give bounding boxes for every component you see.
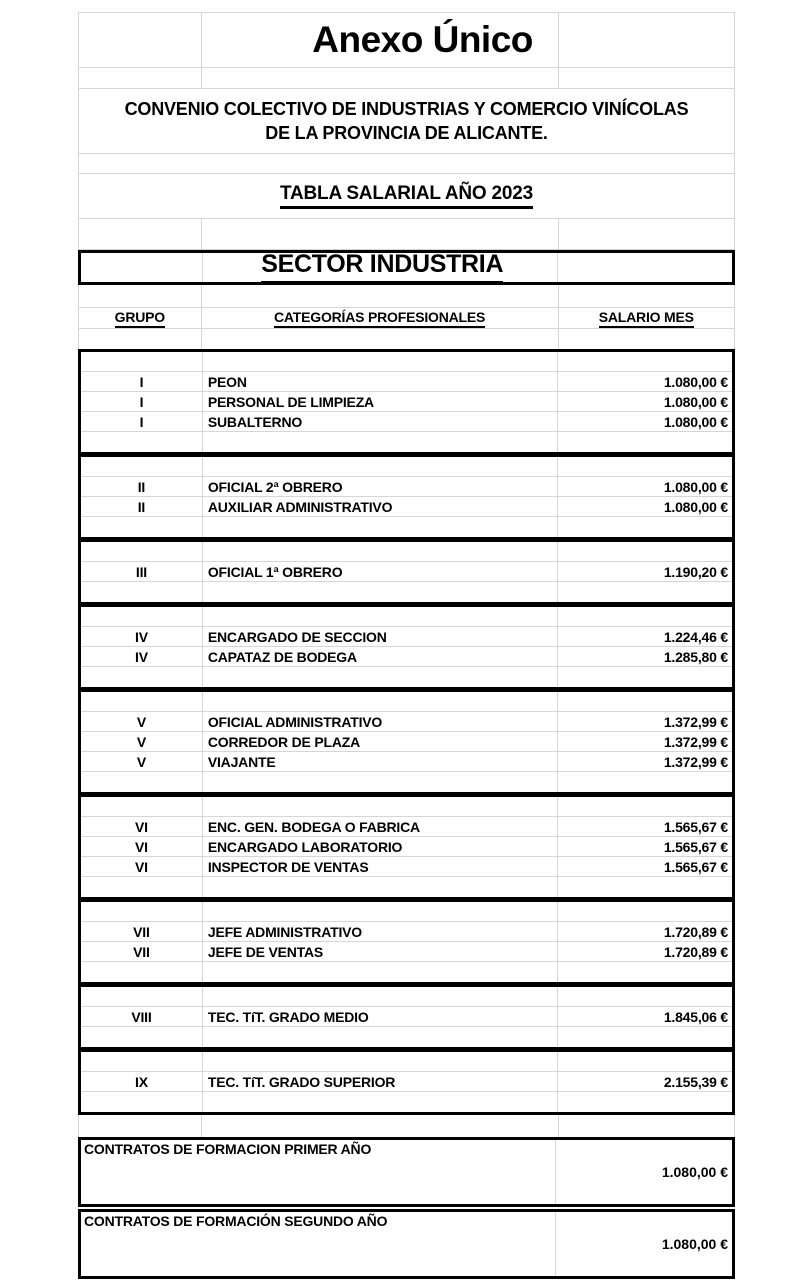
salary-cell [557,392,732,411]
category-cell-text: PEON [207,373,247,390]
column-header-row [78,308,735,329]
salary-cell-text: 1.845,06 € [663,1008,728,1025]
group-cell-text: VII [133,943,150,960]
empty-cell [202,962,557,982]
salary-cell-text: 1.080,00 € [663,373,728,390]
salary-cell-text: 1.372,99 € [663,713,728,730]
salary-cell [557,942,732,961]
table-row [81,392,732,412]
group-box-9 [78,1049,735,1115]
empty-cell [557,797,732,816]
category-cell [202,477,557,496]
table-row [81,562,732,582]
group-cell [81,1072,202,1091]
category-cell-text: TEC. TíT. GRADO MEDIO [207,1008,369,1025]
table-row [81,837,732,857]
title-row-right-cell [558,13,734,67]
empty-cell [202,797,557,816]
category-cell [202,837,557,856]
category-cell [202,627,557,646]
group-spacer-row [81,987,732,1007]
table-title: TABLA SALARIAL AÑO 2023 [280,183,533,209]
empty-cell [202,542,557,561]
salary-cell-text: 1.565,67 € [663,838,728,855]
empty-cell [557,352,732,371]
salary-column-header-cell [558,308,734,328]
category-cell-text: PERSONAL DE LIMPIEZA [207,393,374,410]
group-cell [81,477,202,496]
group-cell [81,752,202,771]
category-cell-text: ENCARGADO LABORATORIO [207,838,403,855]
empty-cell [81,1027,202,1047]
salary-cell [557,562,732,581]
contract-label: CONTRATOS DE FORMACIÓN SEGUNDO AÑO [84,1213,388,1229]
empty-cell [202,772,557,792]
group-spacer-row [81,1092,732,1112]
category-cell-text: OFICIAL 1ª OBRERO [207,563,343,580]
salary-cell [557,477,732,496]
salary-cell [557,372,732,391]
group-cell-text: V [136,713,146,730]
group-box-1 [78,349,735,455]
empty-cell [202,607,557,626]
category-column-header: CATEGORÍAS PROFESIONALES [274,309,485,328]
document-title: Anexo Único [312,19,533,60]
sector-title-cell [202,250,557,282]
group-cell [81,1007,202,1026]
salary-cell [557,817,732,836]
group-cell-text: IV [135,648,148,665]
empty-cell [81,1052,202,1071]
empty-cell [81,797,202,816]
group-box-8 [78,984,735,1050]
category-cell [202,712,557,731]
category-cell [202,817,557,836]
group-box-6 [78,794,735,900]
category-cell [202,392,557,411]
salary-cell-text: 1.080,00 € [663,478,728,495]
category-cell [202,857,557,876]
group-cell [81,497,202,516]
title-cell [201,13,558,67]
empty-cell [202,582,557,602]
salary-cell-text: 1.080,00 € [663,393,728,410]
group-spacer-row [81,432,732,452]
empty-cell [202,692,557,711]
group-cell-text: VI [135,838,148,855]
group-box-4 [78,604,735,690]
empty-cell [202,987,557,1006]
group-spacer-row [81,582,732,602]
salary-cell [557,837,732,856]
empty-cell [557,667,732,687]
subtitle-line-1: CONVENIO COLECTIVO DE INDUSTRIAS Y COMERCIO VINÍCOLAS [124,99,689,119]
group-cell [81,942,202,961]
contract-box-first-year [78,1137,735,1207]
spacer-row [78,219,735,250]
empty-cell [557,542,732,561]
category-cell-text: ENCARGADO DE SECCION [207,628,387,645]
contract-label: CONTRATOS DE FORMACION PRIMER AÑO [84,1141,372,1157]
spacer-row [78,68,735,89]
group-box-3 [78,539,735,605]
empty-cell [202,517,557,537]
table-row [81,857,732,877]
group-cell-text: III [135,563,147,580]
category-cell [202,732,557,751]
spacer-row [78,285,735,308]
salary-cell [557,1007,732,1026]
salary-cell [557,922,732,941]
salary-cell-text: 1.565,67 € [663,858,728,875]
group-spacer-row [81,692,732,712]
group-cell [81,712,202,731]
group-cell [81,562,202,581]
category-cell-text: AUXILIAR ADMINISTRATIVO [207,498,393,515]
empty-cell [557,1092,732,1112]
category-cell [202,922,557,941]
contract-salary: 1.080,00 € [555,1140,732,1204]
group-spacer-row [81,607,732,627]
empty-cell [81,457,202,476]
table-row [81,412,732,432]
empty-cell [81,607,202,626]
group-cell [81,732,202,751]
empty-cell [202,432,557,452]
group-cell [81,817,202,836]
group-spacer-row [81,457,732,477]
empty-cell [557,607,732,626]
empty-cell [81,692,202,711]
category-cell-text: CORREDOR DE PLAZA [207,733,361,750]
empty-cell [557,517,732,537]
empty-cell [81,542,202,561]
category-cell [202,372,557,391]
empty-cell [81,667,202,687]
group-spacer-row [81,542,732,562]
group-cell [81,627,202,646]
empty-cell [202,1027,557,1047]
spacer-row [78,154,735,174]
salary-cell [557,627,732,646]
table-row [81,372,732,392]
category-cell-text: VIAJANTE [207,753,276,770]
empty-cell [557,987,732,1006]
category-cell [202,647,557,666]
group-cell-text: I [139,373,144,390]
empty-cell [557,582,732,602]
contract-salary: 1.080,00 € [555,1212,732,1276]
group-box-7 [78,899,735,985]
empty-cell [557,1052,732,1071]
group-spacer-row [81,667,732,687]
salary-cell [557,1072,732,1091]
group-boxes [78,349,735,1115]
group-cell [81,922,202,941]
empty-cell [81,352,202,371]
contract-box-second-year [78,1209,735,1279]
salary-column-header: SALARIO MES [599,309,694,328]
empty-cell [557,962,732,982]
group-spacer-row [81,902,732,922]
spacer-row [78,1115,735,1137]
group-cell-text: VIII [131,1008,152,1025]
subtitle-line-2: DE LA PROVINCIA DE ALICANTE. [265,123,548,143]
category-cell-text: JEFE DE VENTAS [207,943,324,960]
empty-cell [202,667,557,687]
salary-cell [557,497,732,516]
category-cell [202,942,557,961]
empty-cell [202,352,557,371]
group-spacer-row [81,877,732,897]
salary-cell-text: 1.080,00 € [663,498,728,515]
group-spacer-row [81,352,732,372]
group-column-header: GRUPO [115,309,165,328]
empty-cell [81,877,202,897]
table-row [81,627,732,647]
empty-cell [81,1092,202,1112]
salary-cell-text: 1.372,99 € [663,753,728,770]
category-cell [202,1072,557,1091]
empty-cell [557,877,732,897]
document-subtitle [79,97,734,145]
group-cell-text: VI [135,858,148,875]
salary-cell-text: 1.190,20 € [663,563,728,580]
empty-cell [557,692,732,711]
category-cell-text: ENC. GEN. BODEGA O FABRICA [207,818,420,835]
group-spacer-row [81,1027,732,1047]
category-cell-text: TEC. TíT. GRADO SUPERIOR [207,1073,396,1090]
category-cell [202,562,557,581]
empty-cell [81,962,202,982]
table-row [81,752,732,772]
empty-cell [557,902,732,921]
salary-cell-text: 1.224,46 € [663,628,728,645]
group-cell [81,857,202,876]
group-cell-text: VI [135,818,148,835]
subtitle-row [78,89,735,154]
group-spacer-row [81,1052,732,1072]
group-cell [81,412,202,431]
category-cell [202,412,557,431]
group-cell-text: I [139,413,144,430]
category-cell-text: OFICIAL 2ª OBRERO [207,478,343,495]
empty-cell [202,457,557,476]
group-spacer-row [81,962,732,982]
table-row [81,922,732,942]
salary-cell-text: 1.720,89 € [663,923,728,940]
table-row [81,817,732,837]
group-box-5 [78,689,735,795]
salary-cell-text: 1.285,80 € [663,648,728,665]
category-cell [202,497,557,516]
table-row [81,1072,732,1092]
group-cell-text: II [137,478,146,495]
empty-cell [81,987,202,1006]
salary-cell-text: 1.565,67 € [663,818,728,835]
empty-cell [202,877,557,897]
group-cell [81,392,202,411]
empty-cell [202,902,557,921]
sector-row [81,250,732,282]
category-cell-text: INSPECTOR DE VENTAS [207,858,369,875]
empty-cell [81,582,202,602]
table-row [81,647,732,667]
table-row [81,732,732,752]
salary-cell [557,647,732,666]
salary-cell-text: 1.080,00 € [663,413,728,430]
table-row [81,1007,732,1027]
salary-cell [557,412,732,431]
empty-cell [81,902,202,921]
category-cell-text: OFICIAL ADMINISTRATIVO [207,713,383,730]
title-row [78,13,735,68]
empty-cell [81,432,202,452]
group-cell [81,372,202,391]
empty-cell [557,772,732,792]
group-cell-text: II [137,498,146,515]
sector-box [78,250,735,285]
category-cell [202,1007,557,1026]
group-spacer-row [81,772,732,792]
table-row [81,477,732,497]
group-cell-text: V [136,753,146,770]
empty-cell [557,457,732,476]
salary-table-sheet [78,12,735,1279]
category-column-header-cell [201,308,558,328]
group-cell [81,837,202,856]
group-cell-text: IX [135,1073,148,1090]
salary-cell-text: 1.720,89 € [663,943,728,960]
group-spacer-row [81,517,732,537]
group-cell-text: IV [135,628,148,645]
category-cell-text: JEFE ADMINISTRATIVO [207,923,362,940]
group-cell-text: VII [133,923,150,940]
title-row-left-cell [79,13,201,67]
sector-title: SECTOR INDUSTRIA [261,250,503,285]
salary-cell-text: 1.372,99 € [663,733,728,750]
salary-cell [557,752,732,771]
group-box-2 [78,454,735,540]
empty-cell [557,1027,732,1047]
category-cell [202,752,557,771]
category-cell-text: CAPATAZ DE BODEGA [207,648,357,665]
salary-cell [557,712,732,731]
salary-cell [557,732,732,751]
table-row [81,712,732,732]
category-cell-text: SUBALTERNO [207,413,303,430]
empty-cell [202,1092,557,1112]
empty-cell [202,1052,557,1071]
table-row [81,942,732,962]
group-cell-text: V [136,733,146,750]
salary-cell-text: 2.155,39 € [663,1073,728,1090]
table-row [81,497,732,517]
group-cell [81,647,202,666]
salary-cell [557,857,732,876]
empty-cell [81,517,202,537]
empty-cell [557,432,732,452]
group-spacer-row [81,797,732,817]
empty-cell [81,772,202,792]
group-cell-text: I [139,393,144,410]
spacer-row [78,329,735,350]
group-column-header-cell [79,308,201,328]
table-title-row [78,174,735,219]
